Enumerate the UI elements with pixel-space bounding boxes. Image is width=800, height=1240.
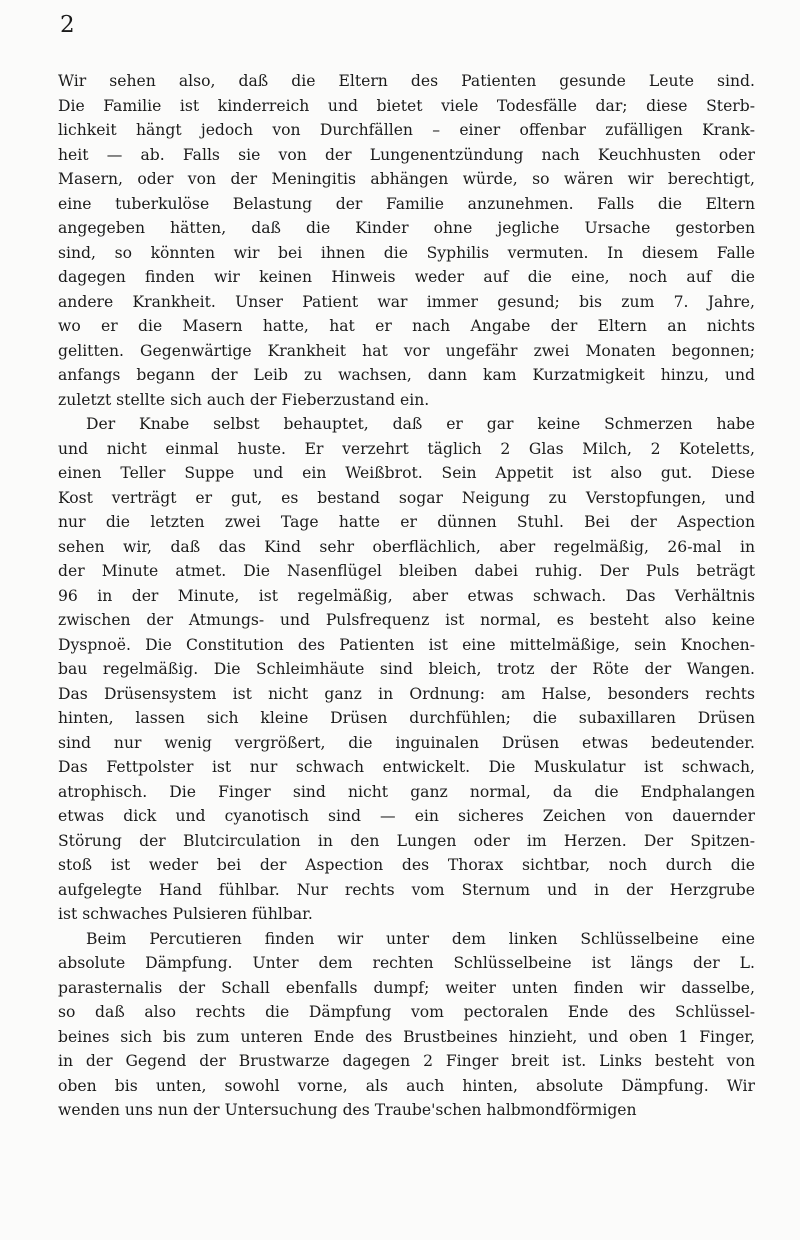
- text-line: so daß also rechts die Dämpfung vom pectoralen Ende des Schlüssel-: [58, 1003, 755, 1021]
- text-line: oben bis unten, sowohl vorne, als auch hinten, absolute Dämpfung. Wir: [58, 1076, 755, 1095]
- body-text: [58, 69, 755, 1123]
- text-line: sehen wir, daß das Kind sehr oberflächlich, aber regelmäßig, 26-mal in: [58, 537, 755, 556]
- text-line: heit — ab. Falls sie von der Lungenentzündung nach Keuchhusten oder: [58, 145, 755, 164]
- text-line: Störung der Blutcirculation in den Lungen oder im Herzen. Der Spitzen-: [58, 831, 755, 850]
- text-line: sind nur wenig vergrößert, die inguinalen Drüsen etwas bedeutender.: [58, 733, 755, 752]
- text-line: zwischen der Atmungs- und Pulsfrequenz ist normal, es besteht also keine: [58, 611, 755, 629]
- text-line: zuletzt stellte sich auch der Fieberzustand ein.: [58, 390, 430, 409]
- paragraph: [58, 69, 755, 412]
- text-line: Die Familie ist kinderreich und bietet viele Todesfälle dar; diese Sterb-: [58, 96, 755, 115]
- text-line: einen Teller Suppe und ein Weißbrot. Sein Appetit ist also gut. Diese: [58, 464, 755, 482]
- text-line: aufgelegte Hand fühlbar. Nur rechts vom Sternum und in der Herzgrube: [58, 880, 755, 899]
- text-line: Das Fettpolster ist nur schwach entwickelt. Die Muskulatur ist schwach,: [58, 758, 755, 776]
- text-line: der Minute atmet. Die Nasenflügel bleiben dabei ruhig. Der Puls beträgt: [58, 562, 755, 580]
- text-line: Dyspnoë. Die Constitution des Patienten ist eine mittelmäßige, sein Knochen-: [58, 635, 755, 654]
- text-line: bau regelmäßig. Die Schleimhäute sind bleich, trotz der Röte der Wangen.: [58, 660, 755, 678]
- text-line: ist schwaches Pulsieren fühlbar.: [58, 905, 313, 923]
- text-line: Beim Percutieren finden wir unter dem linken Schlüsselbeine eine: [86, 929, 755, 948]
- text-line: stoß ist weder bei der Aspection des Thorax sichtbar, noch durch die: [58, 856, 755, 874]
- text-line: eine tuberkulöse Belastung der Familie anzunehmen. Falls die Eltern: [58, 194, 755, 213]
- text-line: und nicht einmal huste. Er verzehrt täglich 2 Glas Milch, 2 Koteletts,: [58, 439, 755, 458]
- text-line: anfangs begann der Leib zu wachsen, dann kam Kurzatmigkeit hinzu, und: [58, 366, 755, 384]
- text-line: lichkeit hängt jedoch von Durchfällen – einer offenbar zufälligen Krank-: [58, 121, 755, 139]
- paragraph: [58, 927, 755, 1123]
- text-line: wo er die Masern hatte, hat er nach Angabe der Eltern an nichts: [58, 317, 755, 335]
- text-line: 96 in der Minute, ist regelmäßig, aber etwas schwach. Das Verhältnis: [58, 586, 755, 605]
- text-line: parasternalis der Schall ebenfalls dumpf; weiter unten finden wir dasselbe,: [58, 978, 755, 997]
- paragraph: [58, 412, 755, 927]
- text-line: absolute Dämpfung. Unter dem rechten Schlüsselbeine ist längs der L.: [58, 954, 755, 972]
- text-line: hinten, lassen sich kleine Drüsen durchfühlen; die subaxillaren Drüsen: [58, 709, 755, 727]
- text-line: andere Krankheit. Unser Patient war immer gesund; bis zum 7. Jahre,: [58, 292, 755, 311]
- text-line: atrophisch. Die Finger sind nicht ganz normal, da die Endphalangen: [58, 782, 755, 801]
- text-line: angegeben hätten, daß die Kinder ohne jegliche Ursache gestorben: [58, 219, 755, 237]
- text-line: Wir sehen also, daß die Eltern des Patienten gesunde Leute sind.: [58, 72, 755, 90]
- text-line: in der Gegend der Brustwarze dagegen 2 Finger breit ist. Links besteht von: [58, 1052, 755, 1070]
- text-line: Kost verträgt er gut, es bestand sogar Neigung zu Verstopfungen, und: [58, 488, 755, 507]
- text-line: wenden uns nun der Untersuchung des Traube'schen halbmondförmigen: [58, 1101, 637, 1119]
- page-number: 2: [60, 12, 75, 38]
- text-line: etwas dick und cyanotisch sind — ein sicheres Zeichen von dauernder: [58, 807, 755, 825]
- text-line: Der Knabe selbst behauptet, daß er gar keine Schmerzen habe: [86, 415, 755, 433]
- text-line: gelitten. Gegenwärtige Krankheit hat vor ungefähr zwei Monaten begonnen;: [58, 341, 755, 360]
- text-line: Das Drüsensystem ist nicht ganz in Ordnung: am Halse, besonders rechts: [58, 684, 755, 703]
- text-line: dagegen finden wir keinen Hinweis weder auf die eine, noch auf die: [58, 268, 755, 286]
- text-line: beines sich bis zum unteren Ende des Brustbeines hinzieht, und oben 1 Finger,: [58, 1027, 755, 1046]
- text-line: nur die letzten zwei Tage hatte er dünnen Stuhl. Bei der Aspection: [58, 513, 755, 531]
- text-line: Masern, oder von der Meningitis abhängen würde, so wären wir berechtigt,: [58, 170, 755, 188]
- text-line: sind, so könnten wir bei ihnen die Syphilis vermuten. In diesem Falle: [58, 243, 755, 262]
